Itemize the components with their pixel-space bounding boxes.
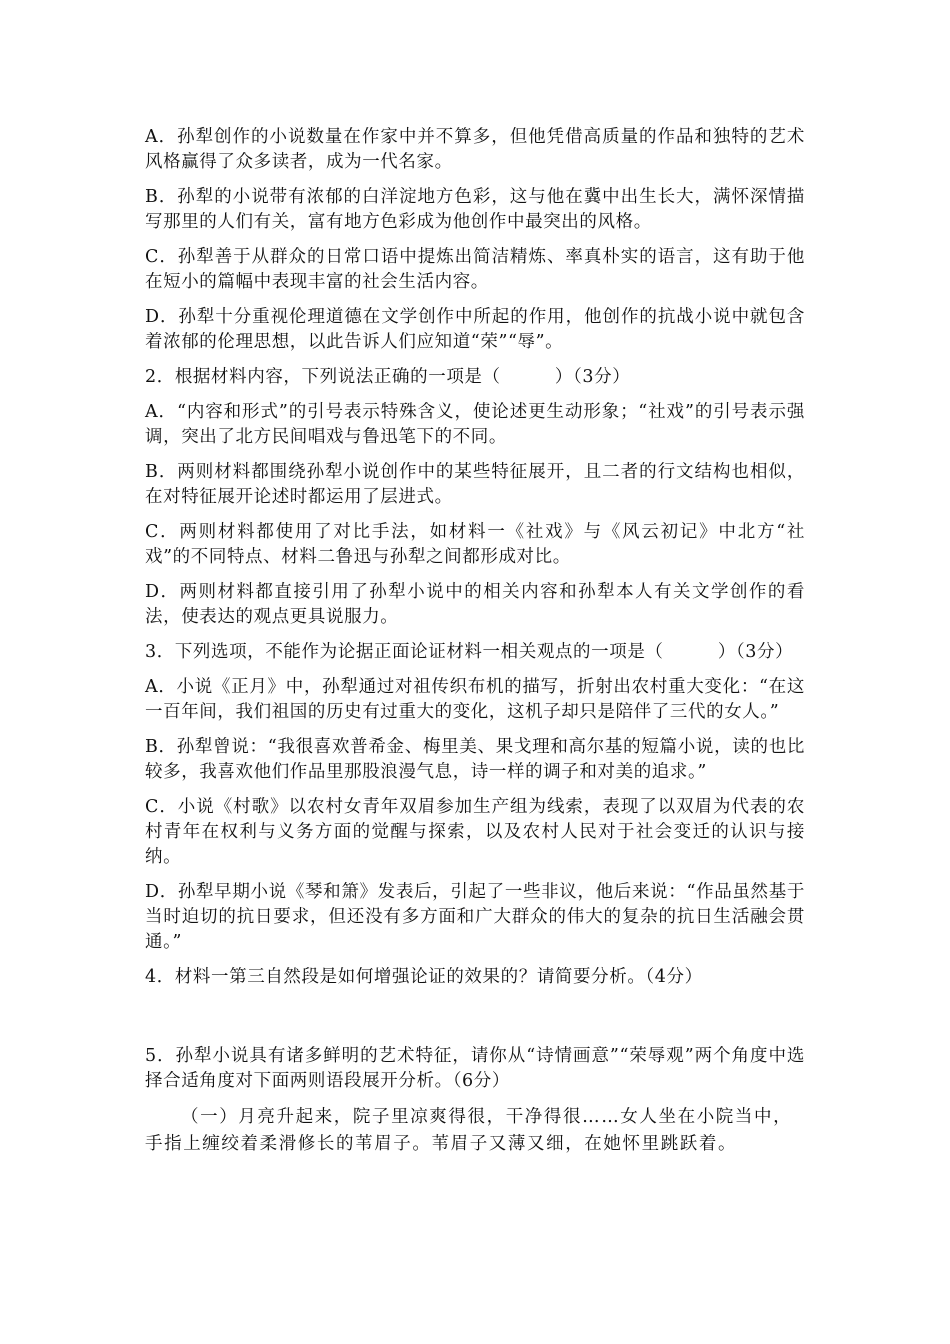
q2-option-a: A．“内容和形式”的引号表示特殊含义，使论述更生动形象；“社戏”的引号表示强调，突出了北方民间唱戏与鲁迅笔下的不同。 — [145, 402, 805, 447]
q3-option-d: D．孙犁早期小说《琴和箫》发表后，引起了一些非议，他后来说：“作品虽然基于当时迫切的抗日要求，但还没有多方面和广大群众的伟大的复杂的抗日生活融会贯通。” — [145, 882, 805, 952]
q2-stem: 2．根据材料内容，下列说法正确的一项是（ ）（3分） — [145, 367, 631, 387]
q1-option-c: C．孙犁善于从群众的日常口语中提炼出简洁精炼、率真朴实的语言，这有助于他在短小的篇幅中表现丰富的社会生活内容。 — [145, 247, 805, 292]
q5-passage-1: （一）月亮升起来，院子里凉爽得很，干净得很……女人坐在小院当中，手指上缠绞着柔滑修长的苇眉子。苇眉子又薄又细，在她怀里跳跃着。 — [145, 1107, 793, 1154]
q3-option-c: C．小说《村歌》以农村女青年双眉参加生产组为线索，表现了以双眉为代表的农村青年在权利与义务方面的觉醒与探索，以及农村人民对于社会变迁的认识与接纳。 — [145, 797, 805, 867]
q3-option-a: A．小说《正月》中，孙犁通过对祖传织布机的描写，折射出农村重大变化：“在这一百年间，我们祖国的历史有过重大的变化，这机子却只是陪伴了三代的女人。” — [145, 677, 805, 722]
exam-page — [145, 125, 805, 1158]
q2-option-c: C．两则材料都使用了对比手法，如材料一《社戏》与《风云初记》中北方“社戏”的不同特点、材料二鲁迅与孙犁之间都形成对比。 — [145, 522, 805, 567]
q1-option-a: A．孙犁创作的小说数量在作家中并不算多，但他凭借高质量的作品和独特的艺术风格赢得了众多读者，成为一代名家。 — [145, 127, 805, 172]
q2-option-b: B．两则材料都围绕孙犁小说创作中的某些特征展开，且二者的行文结构也相似，在对特征展开论述时都运用了层进式。 — [145, 462, 805, 507]
q1-option-d: D．孙犁十分重视伦理道德在文学创作中所起的作用，他创作的抗战小说中就包含着浓郁的伦理思想，以此告诉人们应知道“荣”“辱”。 — [145, 307, 805, 352]
q1-option-b: B．孙犁的小说带有浓郁的白洋淀地方色彩，这与他在冀中出生长大，满怀深情描写那里的人们有关，富有地方色彩成为他创作中最突出的风格。 — [145, 187, 805, 232]
q5-stem: 5．孙犁小说具有诸多鲜明的艺术特征，请你从“诗情画意”“荣辱观”两个角度中选择合适角度对下面两则语段展开分析。（6分） — [145, 1046, 805, 1091]
q3-option-b: B．孙犁曾说：“我很喜欢普希金、梅里美、果戈理和高尔基的短篇小说，读的也比较多，我喜欢他们作品里那股浪漫气息，诗一样的调子和对美的追求。” — [145, 737, 805, 782]
q4-stem: 4．材料一第三自然段是如何增强论证的效果的？请简要分析。（4分） — [145, 967, 703, 987]
q3-stem: 3．下列选项，不能作为论据正面论证材料一相关观点的一项是（ ）（3分） — [145, 642, 794, 662]
q2-option-d: D．两则材料都直接引用了孙犁小说中的相关内容和孙犁本人有关文学创作的看法，使表达的观点更具说服力。 — [145, 582, 805, 627]
